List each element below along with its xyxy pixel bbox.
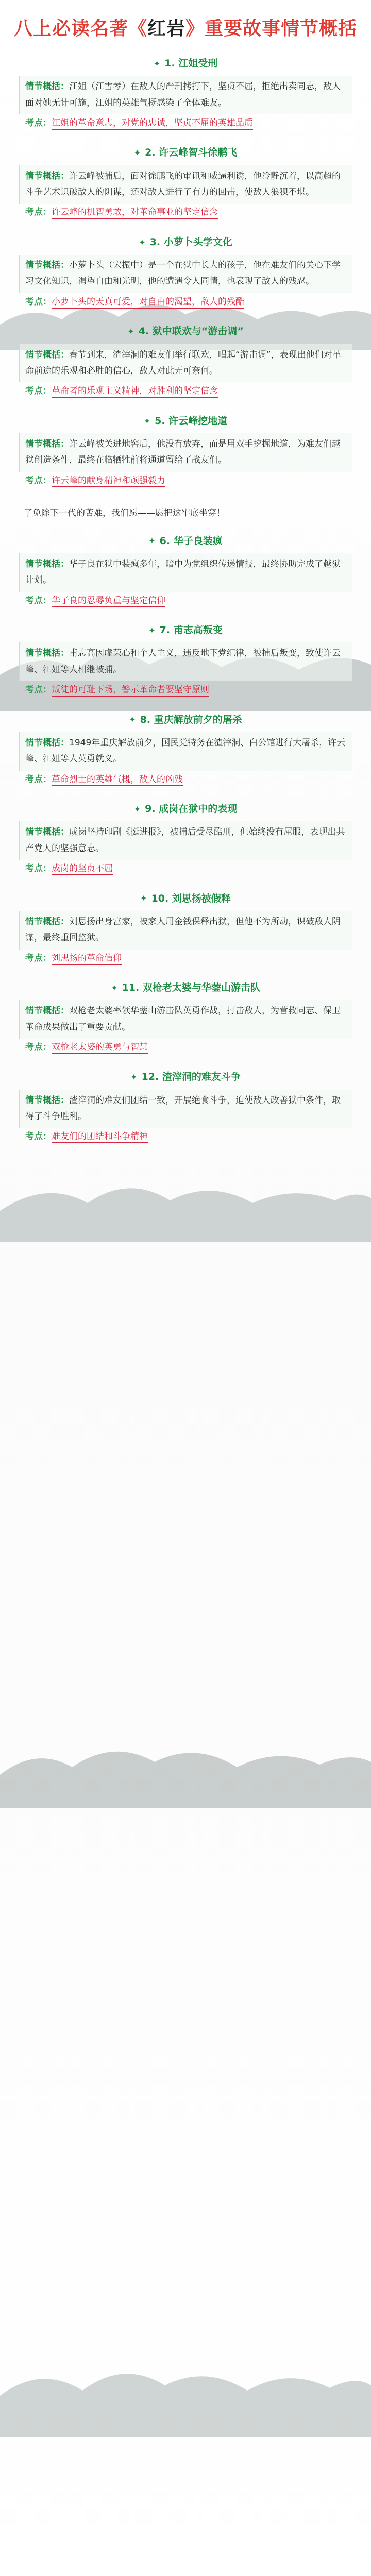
section-title-text: 1. 江姐受刑 bbox=[164, 58, 218, 69]
story-section bbox=[19, 323, 352, 403]
star-icon: ✦ bbox=[153, 58, 161, 69]
section-title-text: 7. 甫志高叛变 bbox=[159, 624, 223, 636]
star-icon: ✦ bbox=[143, 416, 151, 426]
plot-text: 江姐（江雪琴）在敌人的严刑拷打下，坚贞不屈，拒绝出卖同志，敌人面对她无计可施，江姐的英雄气概感染了全体难友。 bbox=[25, 81, 341, 108]
exam-row bbox=[19, 472, 352, 493]
title-book: 红岩 bbox=[147, 17, 185, 39]
exam-text: 叛徒的可耻下场，警示革命者要坚守原则 bbox=[52, 685, 209, 697]
plot-text: 双枪老太婆率领华蓥山游击队英勇作战，打击敌人，为营救同志、保卫革命成果做出了重要贡献。 bbox=[25, 1006, 341, 1032]
section-title bbox=[19, 1068, 352, 1086]
plot-label: 情节概括： bbox=[25, 1095, 69, 1106]
story-section bbox=[19, 412, 352, 493]
plot-row bbox=[19, 255, 352, 293]
plot-text: 春节到来，渣滓洞的难友们举行联欢，唱起“游击调”，表现出他们对革命前途的乐观和必胜的信心，敌人对此无可奈何。 bbox=[25, 349, 341, 376]
star-icon: ✦ bbox=[111, 982, 118, 993]
plot-text: 许云峰被捕后，面对徐鹏飞的审讯和威逼利诱，他冷静沉着，以高超的斗争艺术识破敌人的阴谋，还对敌人进行了有力的回击，使敌人狼狈不堪。 bbox=[25, 171, 341, 198]
star-icon: ✦ bbox=[129, 715, 136, 725]
exam-row bbox=[19, 1128, 352, 1149]
plot-row bbox=[19, 732, 352, 771]
header bbox=[0, 0, 371, 52]
story-section bbox=[19, 233, 352, 314]
star-icon: ✦ bbox=[139, 237, 146, 247]
plot-text: 渣滓洞的难友们团结一致，开展绝食斗争，迫使敌人改善狱中条件，取得了斗争胜利。 bbox=[25, 1095, 341, 1122]
section-title-text: 9. 成岗在狱中的表现 bbox=[145, 803, 238, 815]
exam-label: 考点： bbox=[25, 207, 52, 218]
section-title bbox=[19, 800, 352, 818]
plot-label: 情节概括： bbox=[25, 827, 69, 838]
exam-text: 难友们的团结和斗争精神 bbox=[52, 1131, 148, 1143]
exam-label: 考点： bbox=[25, 1042, 52, 1053]
story-section bbox=[19, 979, 352, 1060]
plot-label: 情节概括： bbox=[25, 260, 69, 271]
page-title bbox=[14, 11, 357, 46]
plot-row bbox=[19, 76, 352, 114]
section-title-text: 11. 双枪老太婆与华蓥山游击队 bbox=[122, 981, 260, 993]
plot-row bbox=[19, 1000, 352, 1039]
plot-text: 小萝卜头（宋振中）是一个在狱中长大的孩子，他在难友们的关心下学习文化知识，渴望自由和光明，他的遭遇令人同情，也表现了敌人的残忍。 bbox=[25, 260, 341, 287]
section-title-text: 6. 华子良装疯 bbox=[159, 535, 223, 547]
title-prefix: 八上必读名著《 bbox=[13, 17, 147, 39]
plot-label: 情节概括： bbox=[25, 171, 69, 181]
plot-text: 刘思扬出身富家，被家人用金钱保释出狱，但他不为所动，识破敌人阴谋，最终重回监狱。 bbox=[25, 916, 341, 943]
exam-text: 华子良的忍辱负重与坚定信仰 bbox=[52, 596, 165, 607]
exam-row bbox=[19, 592, 352, 613]
section-title bbox=[19, 412, 352, 430]
section-title-text: 12. 渣滓洞的难友斗争 bbox=[141, 1071, 241, 1083]
exam-label: 考点： bbox=[25, 118, 52, 129]
plot-text: 许云峰被关进地窖后，他没有放弃，而是用双手挖掘地道，为难友们越狱创造条件，最终在临牺牲前将通道留给了战友们。 bbox=[25, 438, 341, 466]
section-title-text: 5. 许云峰挖地道 bbox=[155, 415, 228, 427]
star-icon: ✦ bbox=[130, 1072, 138, 1082]
plot-text: 甫志高因虚荣心和个人主义，违反地下党纪律，被捕后叛变，致使许云峰、江姐等人相继被捕。 bbox=[25, 648, 341, 675]
section-title bbox=[19, 55, 352, 73]
story-section bbox=[19, 144, 352, 225]
plot-row bbox=[19, 821, 352, 860]
exam-row bbox=[19, 860, 352, 881]
exam-text: 许云峰的献身精神和顽强毅力 bbox=[52, 476, 165, 487]
exam-text: 刘思扬的革命信仰 bbox=[52, 953, 122, 965]
plot-label: 情节概括： bbox=[25, 916, 69, 927]
star-icon: ✦ bbox=[148, 536, 156, 546]
plot-text: 华子良在狱中装疯多年，暗中为党组织传递情报，最终协助完成了越狱计划。 bbox=[25, 558, 341, 586]
exam-row bbox=[19, 293, 352, 314]
continuation-text: 了免除下一代的苦难，我们愿——愿把这牢底坐穿！ bbox=[24, 508, 225, 519]
plot-row bbox=[19, 433, 352, 472]
exam-label: 考点： bbox=[25, 685, 52, 696]
exam-text: 革命者的乐观主义精神，对胜利的坚定信念 bbox=[52, 386, 218, 398]
section-title-text: 2. 许云峰智斗徐鹏飞 bbox=[145, 147, 238, 159]
plot-label: 情节概括： bbox=[25, 737, 69, 748]
section-title-text: 4. 狱中联欢与“游击调” bbox=[138, 326, 244, 337]
plot-label: 情节概括： bbox=[25, 1006, 69, 1016]
section-title bbox=[19, 532, 352, 550]
ink-mountain-decoration bbox=[0, 1726, 371, 1808]
exam-text: 革命烈士的英雄气概，敌人的凶残 bbox=[52, 774, 183, 786]
plot-row bbox=[19, 1090, 352, 1128]
exam-label: 考点： bbox=[25, 953, 52, 963]
star-icon: ✦ bbox=[148, 625, 156, 635]
star-icon: ✦ bbox=[140, 893, 147, 904]
section-title bbox=[19, 144, 352, 162]
plot-label: 情节概括： bbox=[25, 558, 69, 569]
section-title bbox=[19, 979, 352, 997]
section-title bbox=[19, 233, 352, 251]
story-section bbox=[19, 55, 352, 135]
star-icon: ✦ bbox=[133, 804, 141, 814]
exam-text: 成岗的坚贞不屈 bbox=[52, 863, 113, 875]
story-section bbox=[19, 890, 352, 971]
section-title bbox=[19, 621, 352, 639]
exam-label: 考点： bbox=[25, 475, 52, 486]
exam-text: 许云峰的机智勇敢，对革命事业的坚定信念 bbox=[52, 207, 218, 219]
plot-label: 情节概括： bbox=[25, 438, 69, 449]
exam-text: 双枪老太婆的英勇与智慧 bbox=[52, 1042, 148, 1054]
exam-row bbox=[19, 114, 352, 135]
plot-label: 情节概括： bbox=[25, 81, 69, 92]
star-icon: ✦ bbox=[133, 148, 141, 158]
title-suffix: 》重要故事情节概括 bbox=[185, 17, 358, 39]
story-section bbox=[19, 621, 352, 702]
ink-mountain-decoration bbox=[0, 2344, 371, 2437]
exam-row bbox=[19, 1039, 352, 1060]
section-title bbox=[19, 711, 352, 729]
exam-row bbox=[19, 204, 352, 225]
plot-row bbox=[19, 344, 352, 383]
story-section bbox=[19, 800, 352, 881]
exam-row bbox=[19, 950, 352, 971]
section-title bbox=[19, 890, 352, 908]
exam-label: 考点： bbox=[25, 386, 52, 397]
exam-row bbox=[19, 681, 352, 702]
story-section bbox=[19, 1068, 352, 1149]
plot-label: 情节概括： bbox=[25, 648, 69, 659]
plot-row bbox=[19, 911, 352, 950]
exam-text: 小萝卜头的天真可爱，对自由的渴望，敌人的残酷 bbox=[52, 297, 244, 309]
section-title bbox=[19, 323, 352, 341]
plot-text: 1949年重庆解放前夕，国民党特务在渣滓洞、白公馆进行大屠杀，许云峰、江姐等人英勇就义。 bbox=[25, 737, 346, 765]
exam-label: 考点： bbox=[25, 774, 52, 785]
section-title-text: 8. 重庆解放前夕的屠杀 bbox=[140, 714, 242, 725]
plot-text: 成岗坚持印刷《挺进报》，被捕后受尽酷刑，但始终没有屈服，表现出共产党人的坚强意志。 bbox=[25, 827, 345, 854]
plot-label: 情节概括： bbox=[25, 349, 69, 360]
story-section bbox=[19, 532, 352, 613]
section-title-text: 10. 刘思扬被假释 bbox=[151, 892, 231, 904]
ink-mountain-decoration bbox=[0, 1159, 371, 1242]
section-title-text: 3. 小萝卜头学文化 bbox=[149, 236, 232, 248]
exam-label: 考点： bbox=[25, 595, 52, 606]
story-section bbox=[19, 711, 352, 792]
plot-row bbox=[19, 642, 352, 681]
exam-text: 江姐的革命意志，对党的忠诚，坚贞不屈的英雄品质 bbox=[52, 118, 253, 130]
exam-row bbox=[19, 771, 352, 792]
plot-row bbox=[19, 165, 352, 204]
exam-label: 考点： bbox=[25, 1131, 52, 1142]
exam-label: 考点： bbox=[25, 296, 52, 307]
content bbox=[0, 55, 371, 1149]
star-icon: ✦ bbox=[127, 327, 134, 337]
plot-row bbox=[19, 553, 352, 592]
exam-label: 考点： bbox=[25, 863, 52, 874]
exam-row bbox=[19, 382, 352, 403]
